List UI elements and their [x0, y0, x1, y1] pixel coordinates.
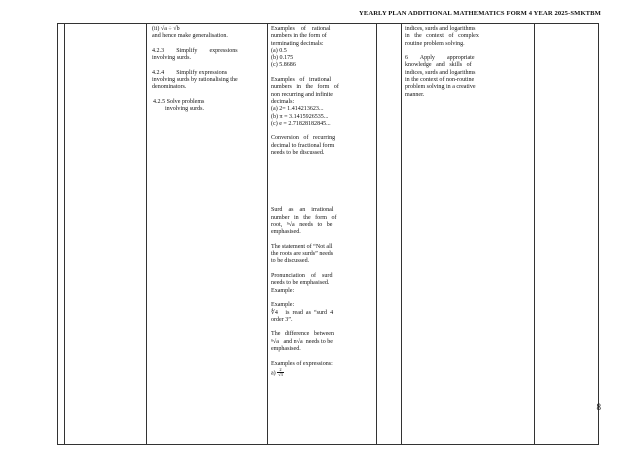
notes-line: The statement of “Not all — [271, 243, 333, 250]
standard-4-2-3: 4.2.3 Simplify expressions — [152, 47, 238, 54]
empty-column — [377, 24, 402, 445]
standard-4-2-5: 4.2.5 Solve problems — [153, 98, 205, 105]
week-column — [58, 24, 65, 445]
notes-line: Conversion of recurring — [271, 135, 336, 142]
standard-4-2-5-cont: involving surds. — [165, 106, 204, 113]
notes-line: numbers in the form of — [271, 33, 327, 40]
notes-line: (c) 5.8686 — [271, 62, 296, 69]
learning-standard-column — [147, 24, 268, 445]
notes-line: Example: — [271, 302, 295, 309]
notes-line: Surd as an irrational — [271, 207, 334, 214]
notes-line: needs to be discussed. — [271, 150, 325, 157]
remarks-column — [535, 24, 599, 445]
notes-line: needs to be emphasised. — [271, 280, 330, 287]
notes-line: decimals: — [271, 98, 295, 105]
performance-line: indices, surds and logarithms — [405, 69, 476, 76]
fraction-denominator: √3 — [278, 372, 283, 378]
standard-4-2-4-cont1: involving surds by rationalising the — [152, 77, 238, 84]
notes-line: (b) 0.175 — [271, 55, 294, 62]
standard-4-2-3-cont: involving surds. — [152, 55, 191, 62]
topic-column — [65, 24, 147, 445]
notes-line: Examples of irrational — [271, 77, 332, 84]
notes-line: The difference between — [271, 331, 335, 338]
notes-line: Examples of expressions: — [271, 360, 333, 367]
document-header: YEARLY PLAN ADDITIONAL MATHEMATICS FORM 4 YEAR 2025-SMKTBM — [358, 10, 601, 17]
standard-4-2-4-cont2: denominators. — [152, 84, 187, 91]
notes-line: Example: — [271, 287, 295, 294]
example-label: a) — [271, 370, 276, 377]
performance-line: routine problem solving. — [405, 40, 465, 47]
notes-line: root, ⁿ√a needs to be — [271, 221, 333, 228]
notes-line: (a) 0.5 — [271, 47, 287, 54]
performance-line: manner. — [405, 91, 425, 98]
performance-line: problem solving in a creative — [405, 84, 476, 91]
notes-line: non recurring and infinite — [271, 91, 333, 98]
notes-line: emphasised. — [271, 345, 301, 352]
notes-line: emphasised. — [271, 229, 301, 236]
notes-line: terminating decimals: — [271, 40, 324, 47]
table-row — [58, 24, 599, 445]
notes-line: decimal to fractional form — [271, 142, 335, 149]
notes-line: ⁿ√a and n√a needs to be — [271, 338, 333, 345]
standard-4-2-4: 4.2.4 Simplify expressions — [152, 69, 228, 76]
notes-line: the roots are surds” needs — [271, 251, 334, 258]
notes-line: (b) π = 3.1415926535... — [271, 113, 329, 120]
notes-line: numbers in the form of — [271, 84, 339, 91]
notes-line: Examples of rational — [271, 26, 331, 32]
performance-line: 6 Apply appropriate — [405, 55, 475, 62]
performance-line: in the context of complex — [405, 33, 479, 40]
notes-line: (a) 2= 1.414213623... — [271, 106, 324, 113]
fraction-numerator: 2 — [277, 368, 284, 374]
page-number: 8 — [596, 402, 601, 412]
notes-column — [268, 24, 377, 445]
performance-column — [402, 24, 535, 445]
standard-item-ii: (ii) √a ÷ √b — [152, 26, 180, 32]
notes-line: number in the form of — [271, 214, 337, 221]
notes-line: ∜4 is read as “surd 4 — [271, 309, 334, 316]
notes-line: Pronunciation of surd — [271, 273, 333, 280]
performance-line: knowledge and skills of — [405, 62, 472, 69]
notes-line — [271, 368, 373, 378]
standard-item-ii-cont: and hence make generalisation. — [152, 33, 228, 40]
performance-line: indices, surds and logarithms — [405, 26, 476, 32]
yearly-plan-table — [57, 23, 599, 445]
performance-line: in the context of non-routine — [405, 77, 475, 84]
notes-line: (c) e = 2.71828182845... — [271, 120, 331, 127]
fraction — [277, 368, 284, 378]
notes-line: order 3”. — [271, 316, 293, 323]
notes-line: to be discussed. — [271, 258, 310, 265]
